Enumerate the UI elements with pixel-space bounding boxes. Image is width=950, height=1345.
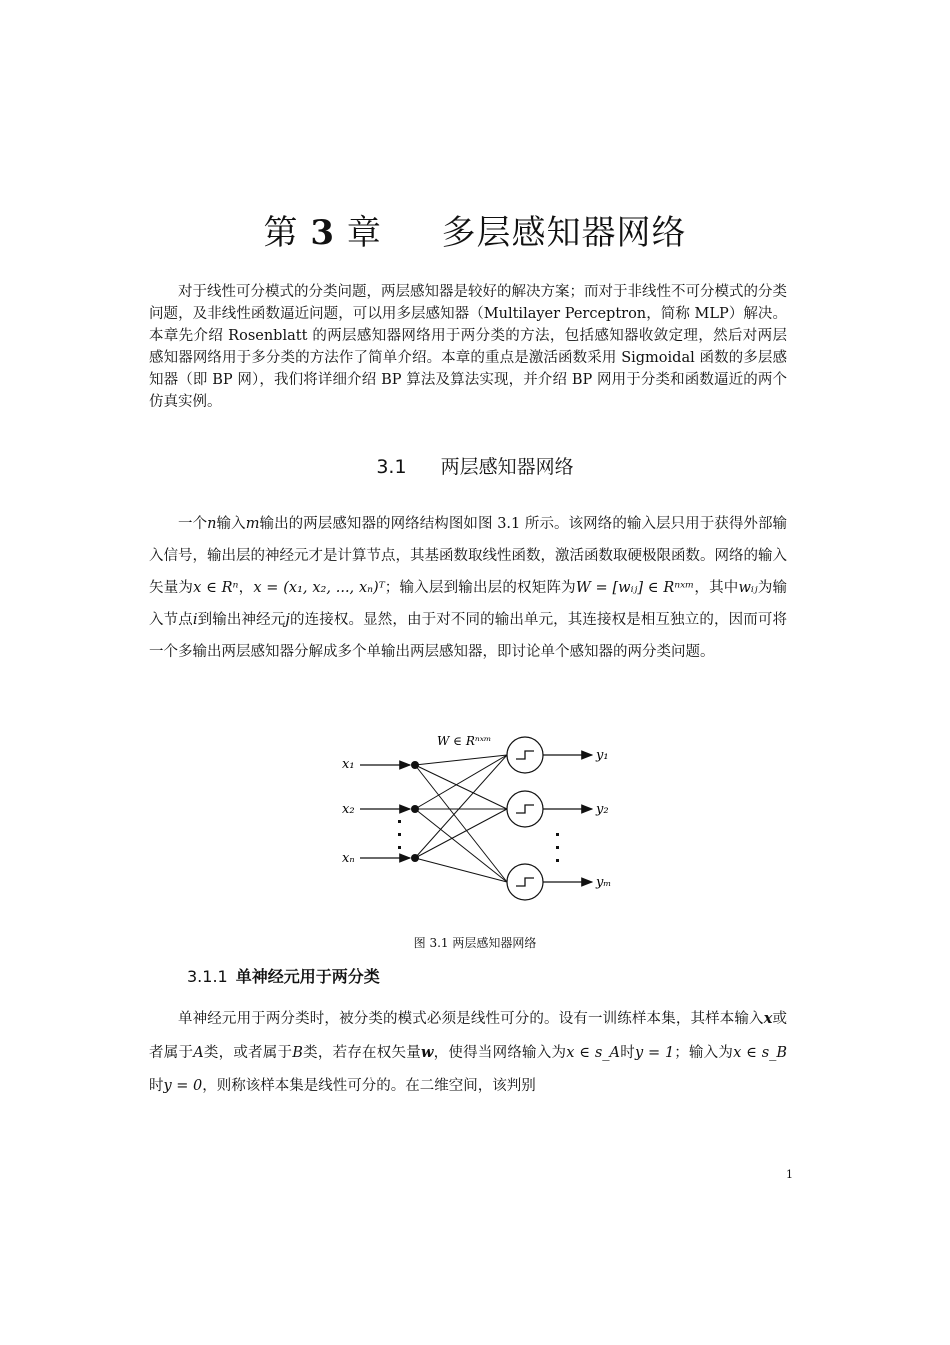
subsection-paragraph [149, 1002, 787, 1103]
text: 时 [149, 1078, 164, 1094]
input-ellipsis [398, 820, 401, 849]
chapter-title [0, 205, 950, 254]
weight-connections [415, 755, 507, 882]
math-W-definition: W = [wᵢⱼ] ∈ Rⁿˣᵐ [575, 580, 695, 596]
math-x-in-sB: x ∈ s_B [733, 1045, 788, 1061]
text: 单神经元用于两分类时，被分类的模式必须是线性可分的。设有一训练样本集，其样本输入 [178, 1011, 764, 1027]
math-y-equals-1: y = 1 [634, 1045, 675, 1061]
text: ，则称该样本集是线性可分的。在二维空间，该判别 [202, 1078, 536, 1094]
text: ，其中 [694, 580, 739, 596]
chapter-prefix: 第 [263, 213, 299, 253]
text: 类，或者属于 [203, 1045, 293, 1061]
input-label-2: x₂ [342, 802, 355, 817]
output-ellipsis [556, 833, 559, 862]
math-y-equals-0: y = 0 [163, 1078, 203, 1094]
text: 类，若存在权矢量 [302, 1045, 421, 1061]
text: 输出的两层感知器的网络结构图如图 3.1 所示。该网络的输入层只用于获得外部输入信号，输出层的神经元才是计算节点，其基函数取线性函数，激活函数取硬极限函数。网络的输入矢量为 [149, 516, 788, 596]
text: 时 [619, 1045, 635, 1061]
text: ，使得当网络输入为 [433, 1045, 567, 1061]
section-paragraph [149, 508, 787, 668]
subsection-heading [187, 964, 380, 987]
math-w: w [420, 1044, 434, 1061]
figure-caption: 图 3.1 两层感知器网络 [413, 936, 537, 950]
text: 或者属于 [149, 1011, 788, 1061]
chapter-name: 多层感知器网络 [441, 213, 687, 253]
output-label-1: y₁ [596, 748, 609, 763]
intro-paragraph: 对于线性可分模式的分类问题，两层感知器是较好的解决方案；而对于非线性不可分模式的分类问题，及非线性函数逼近问题，可以用多层感知器（Multilayer Perceptron，简称 MLP）解决。本章先介绍 Rosenblatt 的两层感知器网络用于两分类的方法，包括感知器收敛定理，然后对两层感知器网络用于多分类的方法作了简单介绍。本章的重点是激活函数采用 Sigmoidal 函数的多层感知器（即 BP 网），我们将详细介绍 BP 算法及算法实现，并介绍 BP 网用于分类和函数逼近的两个仿真实例。 [149, 284, 787, 410]
text: ， [238, 580, 254, 596]
math-x-in-R: x ∈ Rⁿ [193, 580, 239, 596]
math-wij: wᵢⱼ [738, 580, 758, 596]
text: 为输入节点 [149, 580, 788, 628]
text: 到输出神经元 [197, 612, 286, 628]
math-n: n [207, 516, 217, 532]
text: ；输入为 [674, 1045, 734, 1061]
text: ；输入层到输出层的权矩阵为 [384, 580, 576, 596]
subsection-title: 单神经元用于两分类 [235, 967, 380, 986]
text: 的连接权。显然，由于对不同的输出单元，其连接权是相互独立的，因而可将一个多输出两层感知器分解成多个单输出两层感知器，即讨论单个感知器的两分类问题。 [149, 612, 788, 660]
chapter-suffix: 章 [346, 213, 382, 253]
math-i: i [192, 612, 198, 628]
text: 一个 [178, 516, 208, 532]
math-x-definition: x = (x₁, x₂, ..., xₙ)ᵀ [253, 580, 385, 596]
output-label-2: y₂ [596, 802, 609, 817]
section-title: 两层感知器网络 [440, 456, 574, 478]
math-x-in-sA: x ∈ s_A [566, 1045, 620, 1061]
chapter-number: 3 [310, 213, 336, 253]
math-m: m [245, 516, 260, 532]
weight-label: W ∈ Rⁿˣᵐ [437, 734, 492, 748]
section-number: 3.1 [376, 456, 407, 478]
output-label-m: yₘ [596, 875, 612, 890]
input-label-1: x₁ [342, 757, 355, 772]
perceptron-network-diagram [330, 725, 620, 905]
page-number: 1 [786, 1168, 793, 1181]
math-B: B [292, 1045, 303, 1061]
section-heading [0, 452, 950, 479]
text: 输入 [216, 516, 246, 532]
subsection-number: 3.1.1 [187, 967, 228, 986]
math-A: A [193, 1045, 204, 1061]
math-x: x [763, 1010, 773, 1027]
math-j: j [285, 612, 290, 628]
input-label-n: xₙ [342, 851, 355, 866]
